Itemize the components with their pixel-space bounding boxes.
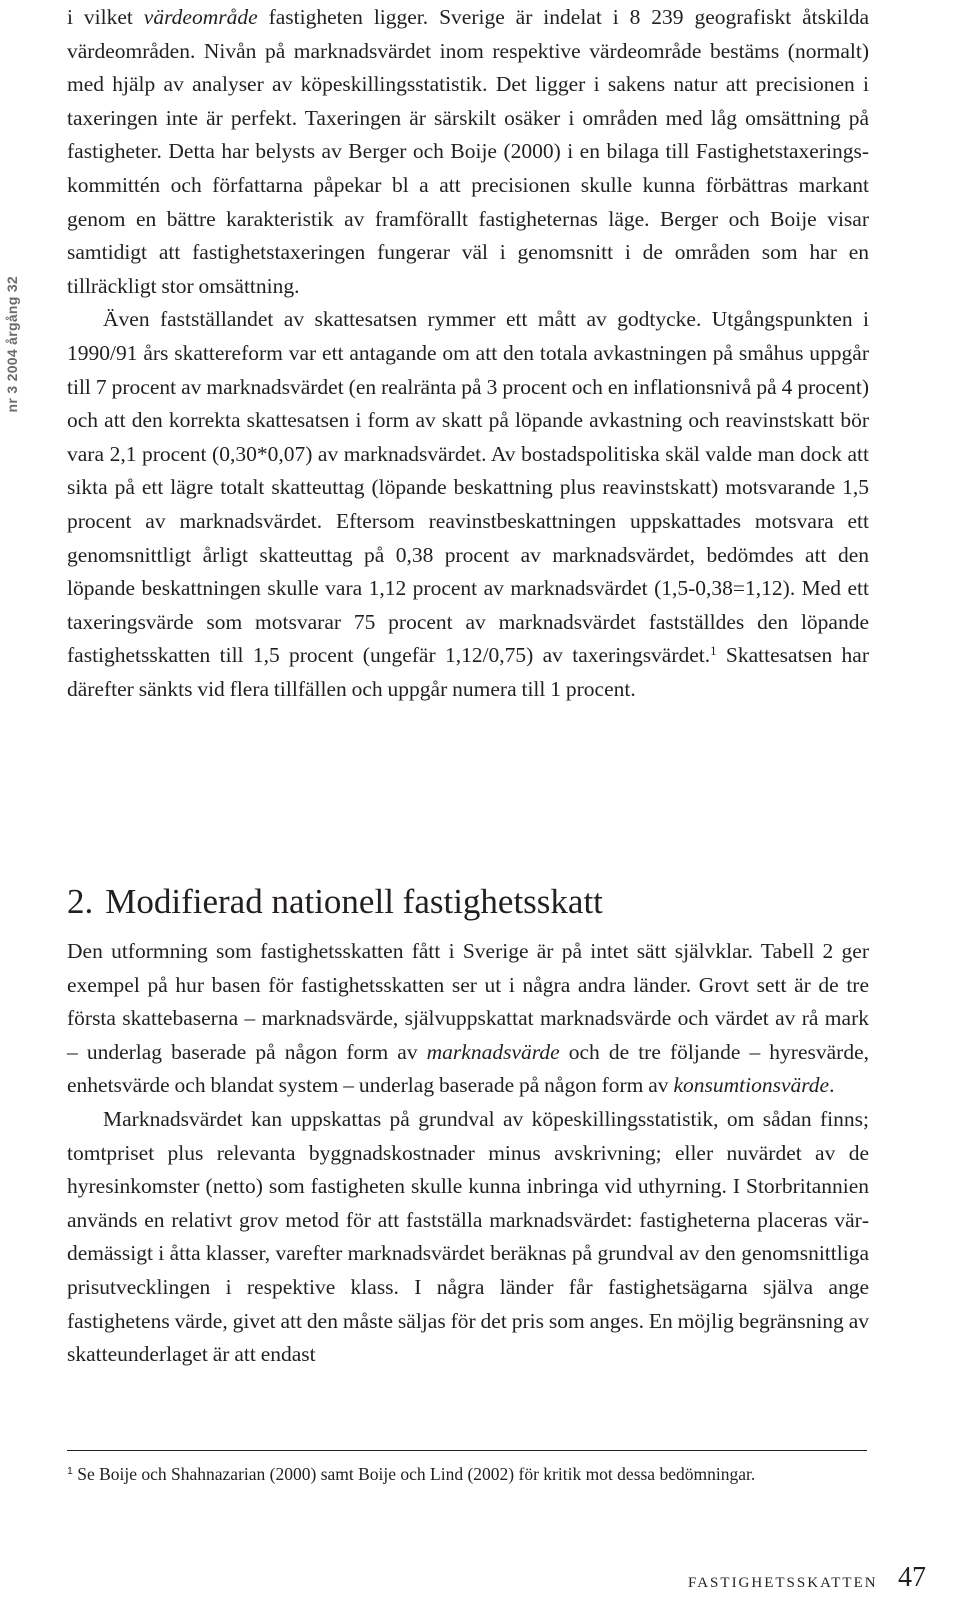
section-heading [67,880,603,924]
text-run: i vilket [67,5,144,29]
footnote-reference[interactable]: 1 [710,644,717,659]
footnote [67,1462,869,1487]
text-run: Skattesatsen har därefter sänkts vid flera tillfällen och uppgår numera till 1 procent. [67,643,869,701]
paragraph [67,1,869,303]
running-head: FASTIGHETSSKATTEN [688,1575,878,1591]
italic-term: konsumtionsvärde [673,1073,830,1098]
text-run: Den utformning som fastighetsskatten fått i Sverige är på intet sätt självklar. Tabell 2 ger exempel på hur basen för fastighetsskatten ser ut i några andra länder. Grovt sett är de tre första skattebaserna – marknadsvärde, självuppskattat marknadsvärde och värdet av rå mark – underlag baserade på någon form av [67,939,869,1064]
section-title: Modifierad nationell fastighetsskatt [105,882,603,921]
footnote-divider [67,1450,867,1451]
paragraph [67,935,869,1103]
footnote-text: Se Boije och Shahnazarian (2000) samt Boije och Lind (2002) för kritik mot dessa bedömningar. [72,1464,756,1484]
paragraph [67,303,869,706]
footnote-marker: 1 [67,1465,73,1478]
text-run: Även fastställandet av skattesatsen rymmer ett mått av godtycke. Utgångspunkten i 1990/91 års skattereform var ett antagande om att den totala avkastningen på småhus uppgår till 7 procent av marknadsvärdet (en realränta på 3 procent och en inflationsnivå på 4 procent) och att den korrekta skattesatsen i form av skatt på löpande avkastning och reavinstskatt bör vara 2,1 procent (0,30*0,07) av marknadsvärdet. Av bostadspolitiska skäl valde man dock att sikta på ett lägre totalt skatteuttag (löpande beskattning plus reavinstskatt) motsvarande 1,5 procent av marknadsvärdet. Eftersom reavinstbeskattningen uppskattades motsvara ett genomsnittligt årligt skatteuttag på 0,38 procent av marknadsvärdet, bedömdes att den löpande beskattningen skulle vara 1,12 procent av marknadsvärdet (1,5-0,38=1,12). Med ett taxeringsvärde som motsvarar 75 procent av marknadsvärdet fastställdes den löpande fastighetsskatten till 1,5 procent (ungefär 1,12/0,75) av taxeringsvärdet. [67,307,869,668]
journal-issue-label: nr 3 2004 årgång 32 [4,276,20,413]
italic-term: marknadsvärde [426,1039,560,1064]
text-run: . [829,1073,835,1098]
section-1-body [67,1,869,706]
italic-term: värdeområde [143,5,258,29]
page-number: 47 [898,1562,926,1593]
text-run: och de tre följande – hyresvärde, enhetsvärde och blandat system – underlag baserade på någon form av [67,1039,869,1098]
section-number: 2. [67,882,94,921]
section-2-body [67,935,869,1372]
paragraph: Marknadsvärdet kan uppskattas på grundval av köpeskillingsstatistik, om sådan finns; tomtpriset plus relevanta byggnadskostnader minus avskrivning; eller nuvärdet av de hyresinkomster (netto) som fastigheten skulle kunna inbringa vid uthyrning. I Storbritannien används en relativt grov metod för att fastställa marknadsvärdet: fastigheterna placeras värdemässigt i åtta klasser, varefter marknadsvärdet beräknas på grundval av den genomsnittliga prisutvecklingen i respektive klass. I några länder får fastighetsägarna själva ange fastighetens värde, givet att den måste säljas för det pris som anges. En möjlig begränsning av skatteunderlaget är att endast [67,1106,869,1367]
text-run: fastigheten ligger. Sverige är indelat i 8 239 geografiskt åtskilda värdeområden. Nivån på marknadsvärdet inom respektive värdeområde bestäms (normalt) med hjälp av analyser av köpeskillingsstatistik. Det ligger i sakens natur att precisionen i taxeringen inte är perfekt. Taxeringen är särskilt osäker i områden med låg omsättning på fastigheter. Detta har belysts av Berger och Boije (2000) i en bilaga till Fastighetstaxeringskommittén och författarna påpekar bl a att precisionen skulle kunna förbättras markant genom en bättre karakteristik av framförallt fastigheternas läge. Berger och Boije visar samtidigt att fastighetstaxeringen fungerar väl i genomsnitt i de områden som har en tillräckligt stor omsättning. [67,5,869,298]
